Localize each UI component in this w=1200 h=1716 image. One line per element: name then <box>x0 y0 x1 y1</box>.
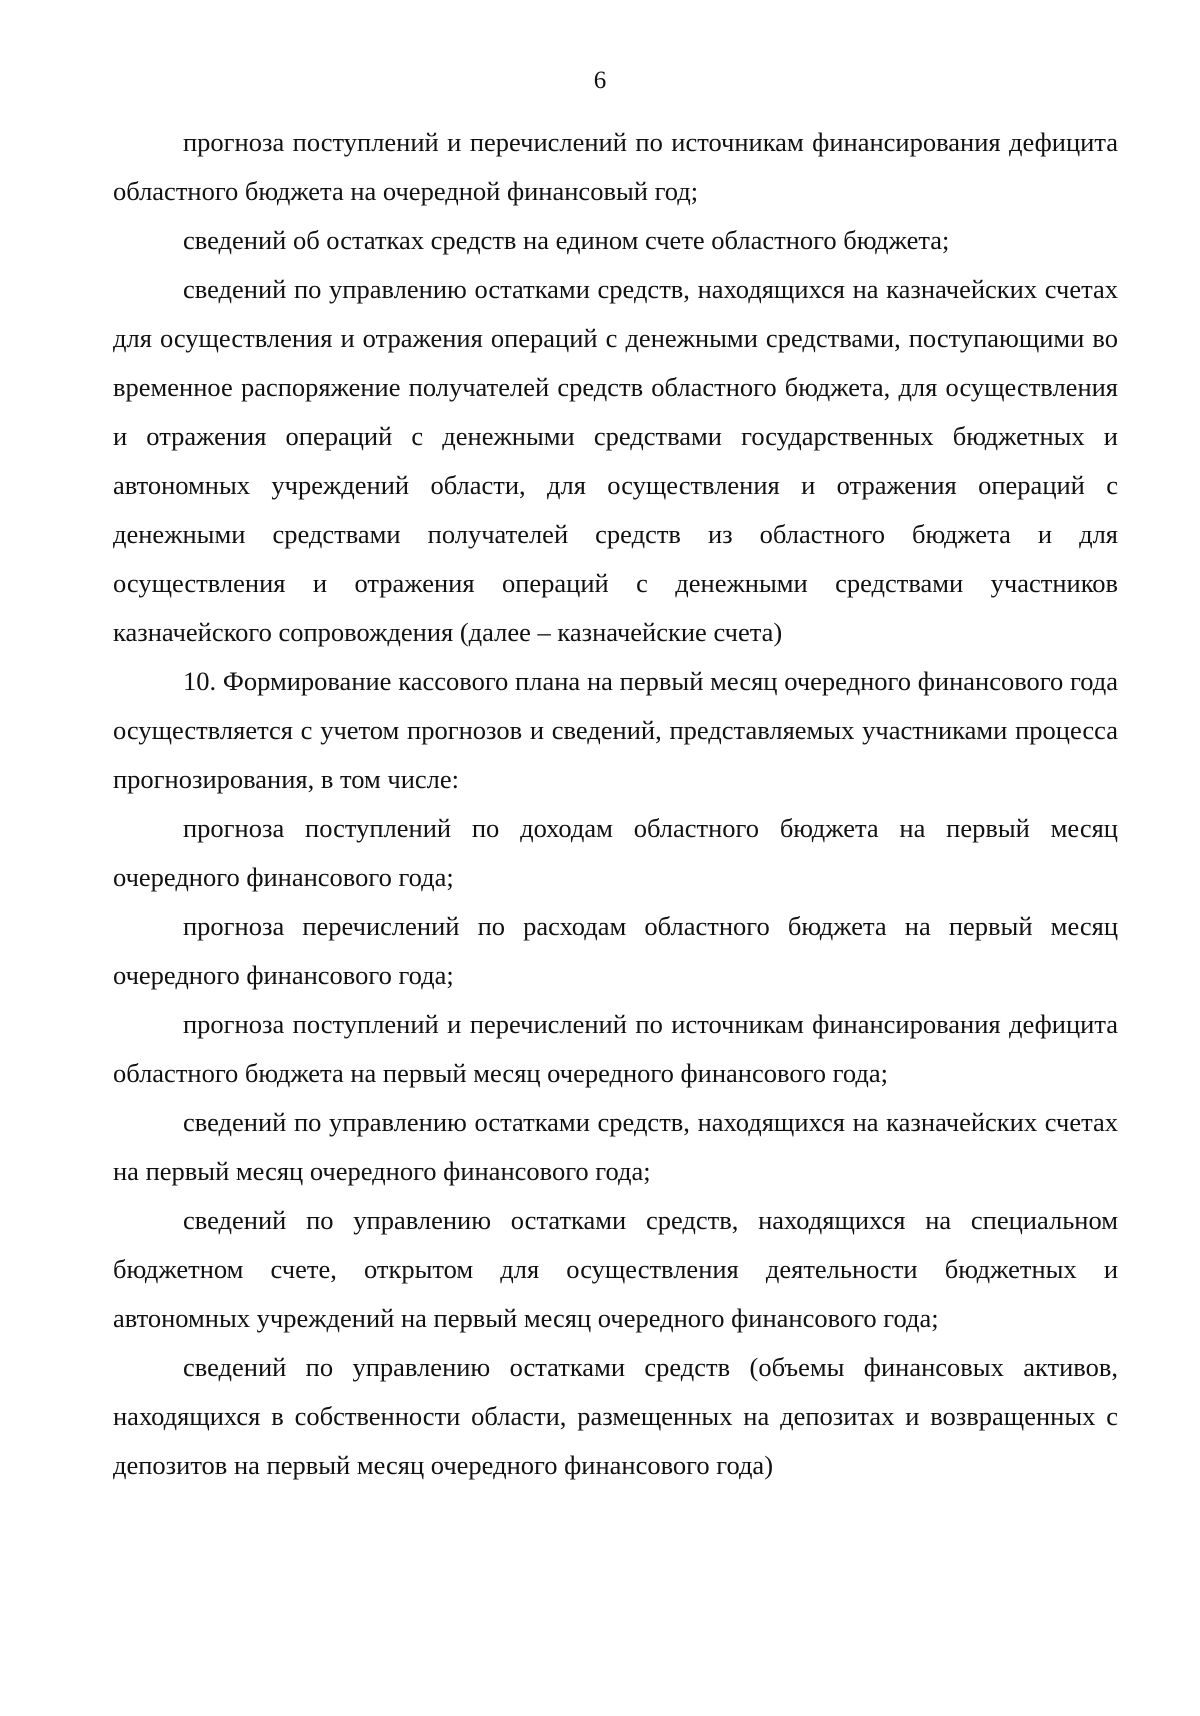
paragraph-4: 10. Формирование кассового плана на первый месяц очередного финансового года осуществляется с учетом прогнозов и сведений, представляемых участниками процесса прогнозирования, в том числе: <box>113 666 1118 794</box>
document-body <box>113 118 1118 1490</box>
paragraph-8: сведений по управлению остатками средств, находящихся на казначейских счетах на первый месяц очередного финансового года; <box>113 1107 1118 1186</box>
paragraph-5: прогноза поступлений по доходам областного бюджета на первый месяц очередного финансового года; <box>113 813 1118 892</box>
paragraph-2: сведений об остатках средств на едином счете областного бюджета; <box>183 225 950 255</box>
paragraph-7: прогноза поступлений и перечислений по источникам финансирования дефицита областного бюджета на первый месяц очередного финансового года; <box>113 1009 1118 1088</box>
page-number: 6 <box>593 67 607 94</box>
paragraph-9: сведений по управлению остатками средств, находящихся на специальном бюджетном счете, открытом для осуществления деятельности бюджетных и автономных учреждений на первый месяц очередного финансового года; <box>113 1205 1118 1333</box>
paragraph-1: прогноза поступлений и перечислений по источникам финансирования дефицита областного бюджета на очередной финансовый год; <box>113 127 1118 206</box>
paragraph-3: сведений по управлению остатками средств, находящихся на казначейских счетах для осуществления и отражения операций с денежными средствами, поступающими во временное распоряжение получателей средств областного бюджета, для осуществления и отражения операций с денежными средствами государственных бюджетных и автономных учреждений области, для осуществления и отражения операций с денежными средствами получателей средств из областного бюджета и для осуществления и отражения операций с денежными средствами участников казначейского сопровождения (далее – казначейские счета) <box>113 274 1118 647</box>
paragraph-10: сведений по управлению остатками средств (объемы финансовых активов, находящихся в собственности области, размещенных на депозитах и возвращенных с депозитов на первый месяц очередного финансового года) <box>113 1352 1118 1480</box>
paragraph-6: прогноза перечислений по расходам областного бюджета на первый месяц очередного финансового года; <box>113 911 1118 990</box>
